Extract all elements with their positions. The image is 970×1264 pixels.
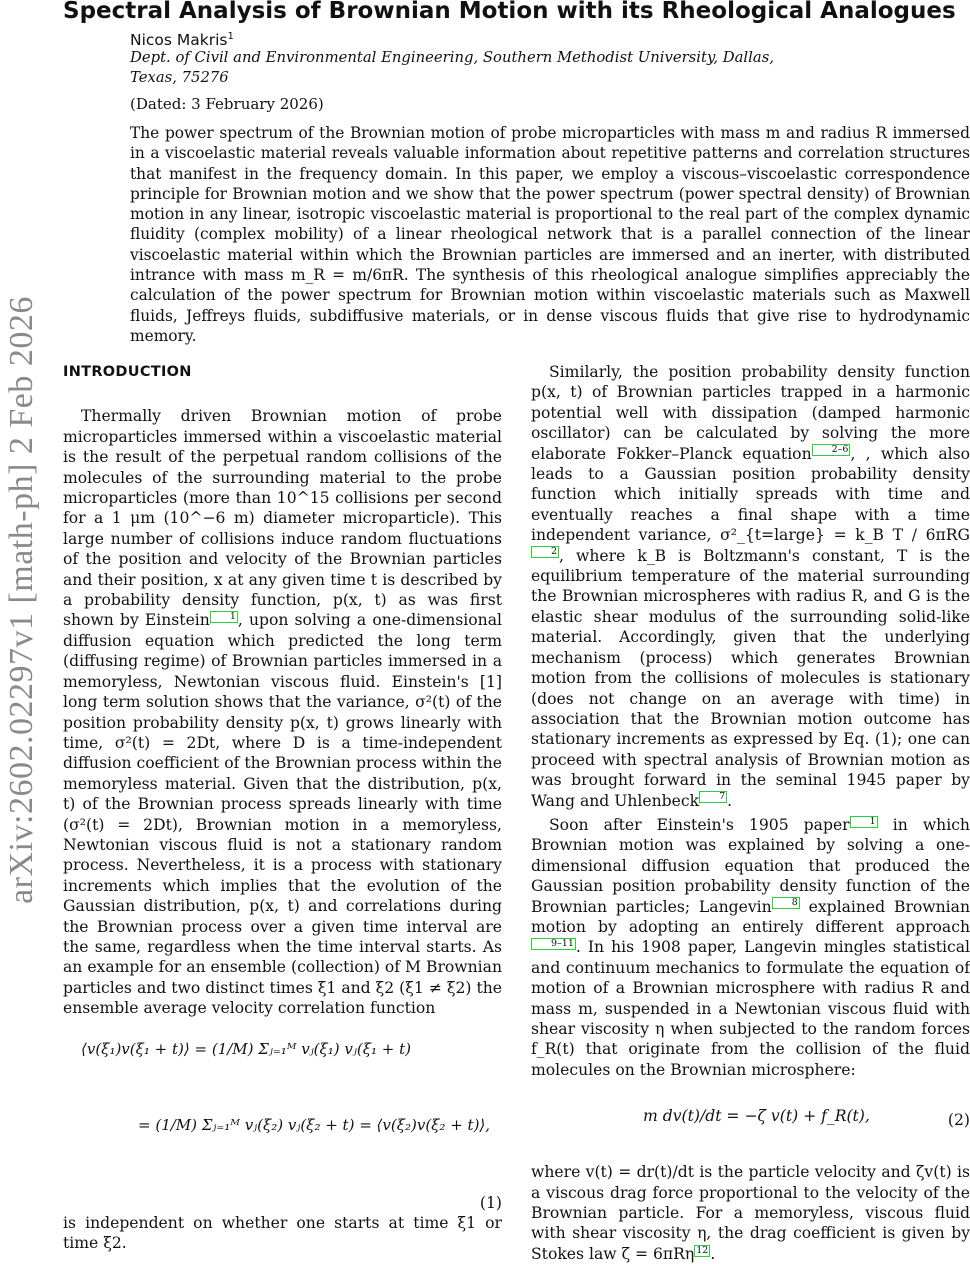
right-paragraph-1 [531, 362, 970, 811]
citation-link-1b[interactable]: 1 [850, 816, 878, 828]
equation-1-line-1: ⟨v(ξ₁)v(ξ₁ + t)⟩ = (1/M) Σⱼ₌₁ᴹ vⱼ(ξ₁) vⱼ(ξ₁ + t) [81, 1039, 411, 1058]
right-p3-text-a: where v(t) = dr(t)/dt is the particle velocity and ζv(t) is a viscous drag force proportional to the velocity of the Brownian particle. For a memoryless, viscous fluid with shear viscosity η, the drag coefficient is given by Stokes law ζ = 6πRη [531, 1163, 970, 1263]
equation-2 [531, 1098, 970, 1150]
author-name: Nicos Makris [130, 31, 228, 50]
citation-link-2-6[interactable]: 2–6 [812, 444, 851, 456]
right-p2-text-d: . In his 1908 paper, Langevin mingles statistical and continuum mechanics to formulate the equation of motion of a Brownian microsphere with radius R and mass m, suspended in a Newtonian viscous fluid with shear viscosity η when subjected to the random forces f_R(t) that originate from the collision of the fluid molecules on the Brownian microsphere: [531, 938, 970, 1079]
equation-2-number: (2) [947, 1111, 970, 1130]
citation-link-12[interactable]: 12 [696, 1244, 709, 1256]
right-p2-text-c: explained Brownian motion by adopting an entirely different approach [531, 897, 970, 936]
right-paragraph-2 [531, 815, 970, 1080]
right-p1-text-a: Similarly, the position probability density function p(x, t) of Brownian particles trapped in a harmonic potential well with dissipation (damped harmonic oscillator) can be calculated by solving the more elaborate Fokker–Planck equation [531, 363, 970, 463]
citation-link-7[interactable]: 7 [699, 791, 727, 803]
intro-paragraph-after-eq1: is independent on whether one starts at time ξ1 or time ξ2. [63, 1213, 502, 1252]
section-title-introduction: INTRODUCTION [63, 364, 192, 380]
dated-line: (Dated: 3 February 2026) [130, 95, 324, 113]
intro-p1-text-b: , upon solving a one-dimensional diffusion equation which predicted the long term (diffusing regime) of Brownian particles immersed in a memoryless, Newtonian viscous fluid. Einstein's [1] long term solution shows that the variance, σ²(t) of the position probability density p(x, t) grows linearly with time, σ²(t) = 2Dt, where D is a time-independent diffusion coefficient of the Brownian process within the memoryless material. Given that the distribution, p(x, t) of the Brownian process spreads linearly with time (σ²(t) = 2Dt), Brownian motion in a memoryless, Newtonian viscous fluid is not a stationary random process. Nevertheless, it is a process with stationary increments which implies that the evolution of the Gaussian distribution, p(x, t) and correlations during the Brownian process over a given time interval are the same, regardless when the time interval starts. As an example for an ensemble (collection) of M Brownian particles and two distinct times ξ1 and ξ2 (ξ1 ≠ ξ2) the ensemble average velocity correlation function [63, 611, 502, 1018]
arxiv-stamp: arXiv:2602.02297v1 [math-ph] 2 Feb 2026 [2, 296, 40, 904]
citation-link-9-11[interactable]: 9–11 [531, 938, 576, 950]
intro-paragraph-1 [63, 406, 502, 1018]
equation-1-line-2: = (1/M) Σⱼ₌₁ᴹ vⱼ(ξ₂) vⱼ(ξ₂ + t) = ⟨v(ξ₂)v(ξ₂ + t)⟩, [138, 1115, 491, 1134]
right-paragraph-3 [531, 1162, 970, 1264]
right-column [531, 362, 970, 1264]
equation-1 [63, 1039, 502, 1212]
right-p2-text-b: in which Brownian motion was explained by solving a one-dimensional diffusion equation that produced the Gaussian position probability density function of the Brownian particles; Langevin [531, 815, 970, 916]
right-p1-text-d: . [727, 791, 733, 810]
abstract: The power spectrum of the Brownian motion of probe microparticles with mass m and radius R immersed in a viscoelastic material reveals valuable information about repetitive patterns and correlation structures that manifest in the frequency domain. In this paper, we employ a viscous–viscoelastic correspondence principle for Brownian motion and we show that the power spectrum (power spectral density) of Brownian motion in any linear, isotropic viscoelastic material is proportional to the real part of the complex dynamic fluidity (complex mobility) of a linear rheological network that is a parallel connection of the linear viscoelastic material within which the Brownian particles are immersed and an inerter, with distributed intrance with mass m_R = m/6πR. The synthesis of this rheological analogue simplifies appreciably the calculation of the power spectrum for Brownian motion within viscoelastic materials such as Maxwell fluids, Jeffreys fluids, subdiffusive materials, or in dense viscous fluids that give rise to hydrodynamic memory. [130, 124, 970, 345]
left-column [63, 362, 502, 1253]
paper-title: Spectral Analysis of Brownian Motion with its Rheological Analogues [63, 0, 956, 24]
right-p3-text-b: . [710, 1244, 716, 1263]
intro-p1-text-a: Thermally driven Brownian motion of probe microparticles immersed within a viscoelastic material is the result of the perpetual random collisions of the molecules of the surrounding material to the probe microparticles (more than 10^15 collisions per second for a 1 μm (10^−6 m) diameter microparticle). This large number of collisions induce random fluctuations of the position and velocity of the Brownian particles and their position, x at any given time t is described by a probability density function, p(x, t) as was first shown by Einstein [63, 407, 502, 630]
citation-link-8[interactable]: 8 [772, 897, 800, 909]
affiliation: Dept. of Civil and Environmental Engineering, Southern Methodist University, Dallas, Texas, 75276 [130, 49, 775, 86]
citation-link-2[interactable]: 2 [531, 546, 559, 558]
author-affiliation-mark: 1 [227, 31, 234, 42]
right-p2-text-a: Soon after Einstein's 1905 paper [549, 815, 850, 834]
equation-2-body: m dv(t)/dt = −ζ v(t) + f_R(t), [643, 1107, 870, 1126]
citation-link-1[interactable]: 1 [210, 611, 238, 623]
right-p1-text-c: , where k_B is Boltzmann's constant, T is the equilibrium temperature of the material surrounding the Brownian microspheres with radius R, and G is the elastic shear modulus of the surrounding solid-like material. Accordingly, given that the underlying mechanism (process) which generates Brownian motion from the collisions of molecules is stationary (does not change on an average with time) in association that the Brownian motion outcome has stationary increments as expressed by Eq. (1); one can proceed with spectral analysis of Brownian motion as was brought forward in the seminal 1945 paper by Wang and Uhlenbeck [531, 546, 970, 810]
equation-1-number: (1) [479, 1193, 502, 1212]
right-p1-text-b: , , which also leads to a Gaussian position probability density function which initially spreads with time and eventually reaches a final shape with a time independent variance, σ²_{t=large} = k_B T / 6πRG [531, 444, 970, 545]
